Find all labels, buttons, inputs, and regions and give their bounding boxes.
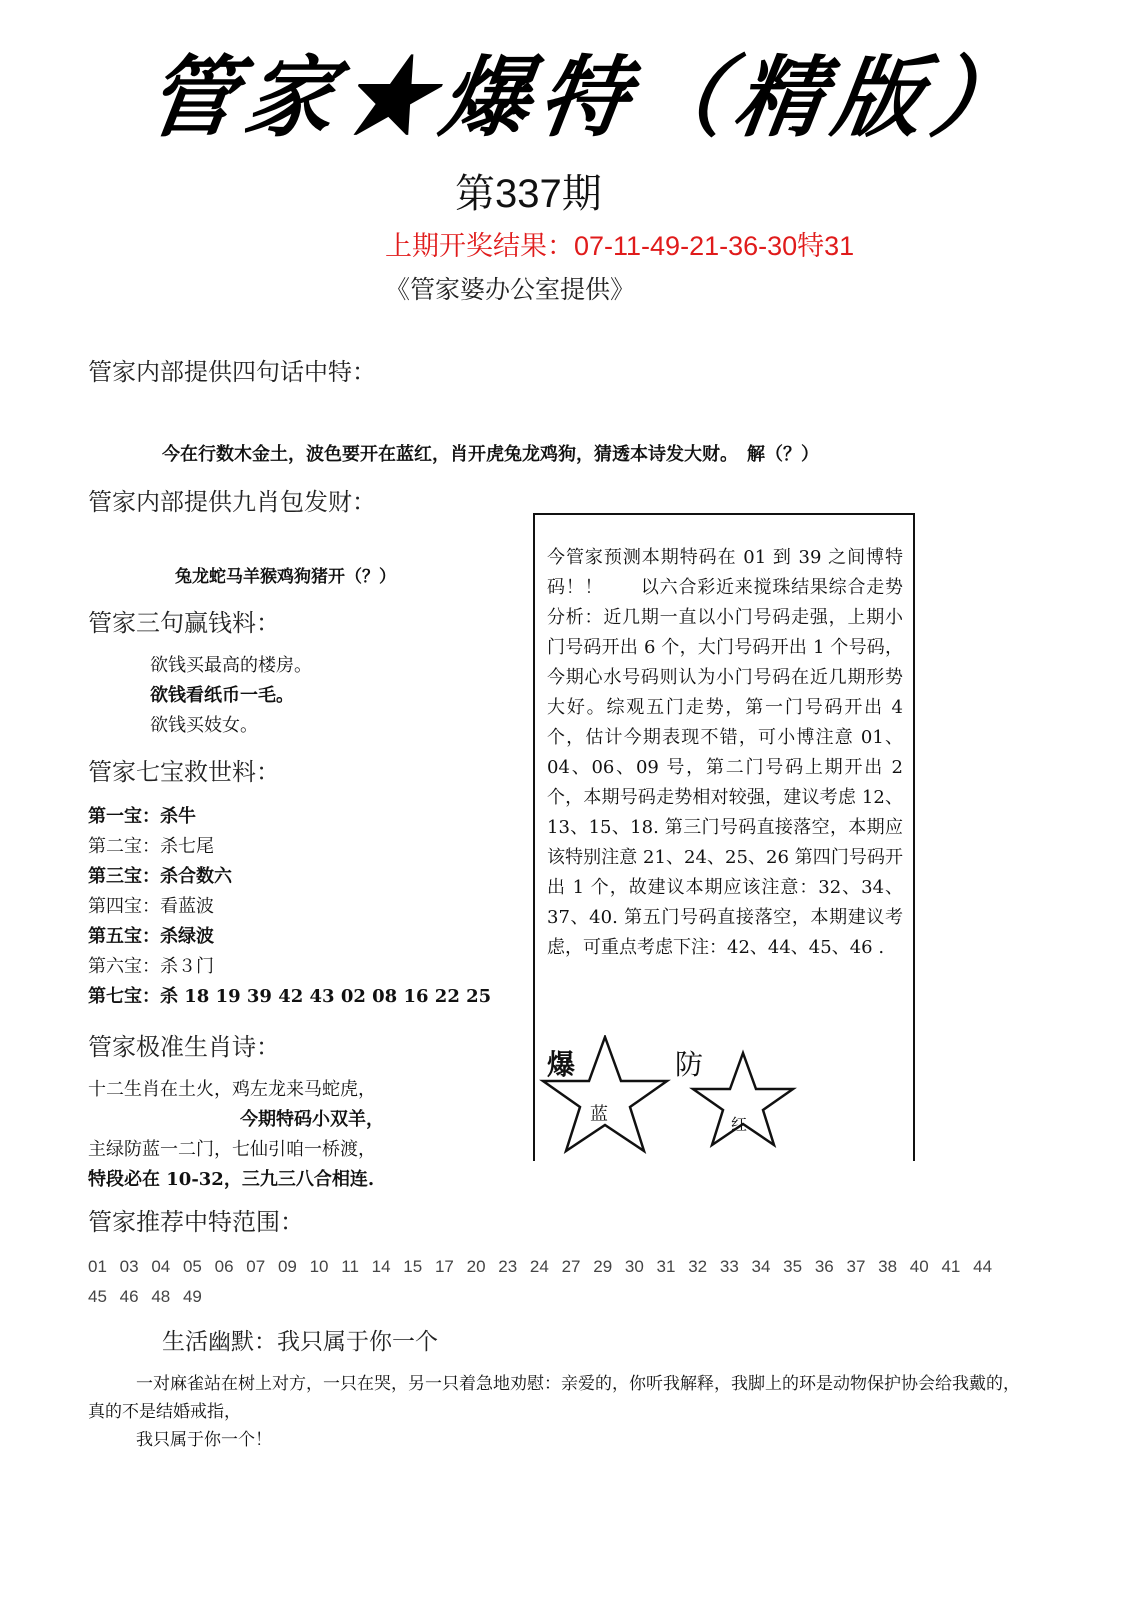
last-result: 上期开奖结果：07-11-49-21-36-30特31 xyxy=(385,231,855,261)
number-item: 23 xyxy=(498,1257,518,1276)
four-lines-text: 今在行数木金土，波色要开在蓝红，肖开虎兔龙鸡狗，猜透本诗发大财。 解（？） xyxy=(162,444,819,465)
label-fang: 防 xyxy=(675,1048,704,1081)
number-item: 38 xyxy=(878,1257,898,1276)
analysis-box xyxy=(533,513,915,1161)
humor-title: 生活幽默：我只属于你一个 xyxy=(162,1329,438,1355)
number-item: 49 xyxy=(182,1287,202,1306)
provider-line: 《管家婆办公室提供》 xyxy=(385,275,636,304)
number-item: 04 xyxy=(151,1257,171,1276)
number-item: 45 xyxy=(88,1287,107,1306)
nine-zodiac-text: 兔龙蛇马羊猴鸡狗猪开（？） xyxy=(175,567,396,587)
number-item: 48 xyxy=(151,1287,171,1306)
number-item: 33 xyxy=(719,1257,739,1276)
treasure-item: 第三宝：杀合数六 xyxy=(88,866,232,887)
section-heading-range: 管家推荐中特范围： xyxy=(88,1208,304,1236)
poem-line: 十二生肖在土火，鸡左龙来马蛇虎， xyxy=(88,1079,376,1100)
number-item: 31 xyxy=(656,1257,676,1276)
number-list xyxy=(88,1252,1028,1312)
number-item: 14 xyxy=(371,1257,391,1276)
number-item: 44 xyxy=(973,1257,993,1276)
number-item: 40 xyxy=(909,1257,929,1276)
section-heading-seven-treasures: 管家七宝救世料： xyxy=(88,758,280,786)
number-item: 37 xyxy=(846,1257,866,1276)
section-heading-nine-zodiac: 管家内部提供九肖包发财： xyxy=(88,488,376,516)
issue-number: 第337期 xyxy=(455,172,602,216)
section-heading-three-lines: 管家三句赢钱料： xyxy=(88,609,280,637)
number-item: 07 xyxy=(246,1257,266,1276)
poem-line: 主绿防蓝一二门，七仙引咱一桥渡， xyxy=(88,1139,376,1160)
number-item: 20 xyxy=(466,1257,486,1276)
number-item: 34 xyxy=(751,1257,771,1276)
number-item: 10 xyxy=(309,1257,329,1276)
treasure-item: 第四宝：看蓝波 xyxy=(88,896,214,917)
star-icon xyxy=(543,1037,667,1151)
treasure-item: 第二宝：杀七尾 xyxy=(88,836,214,857)
number-item: 32 xyxy=(688,1257,708,1276)
number-item: 41 xyxy=(941,1257,961,1276)
treasure-item: 第一宝：杀牛 xyxy=(88,806,196,827)
number-item: 01 xyxy=(88,1257,107,1276)
number-item: 03 xyxy=(119,1257,139,1276)
section-heading-zodiac-poem: 管家极准生肖诗： xyxy=(88,1033,280,1061)
three-lines-item: 欲钱买最高的楼房。 xyxy=(150,655,312,676)
page-title: 管家★爆特（精版） xyxy=(140,45,1038,149)
stars-graphic xyxy=(535,1035,805,1165)
number-item: 06 xyxy=(214,1257,234,1276)
number-item: 35 xyxy=(783,1257,803,1276)
analysis-text: 今管家预测本期特码在 01 到 39 之间博特码！！ 以六合彩近来搅珠结果综合走势分析：近几期一直以小门号码走强，上期小门号码开出 6 个，大门号码开出 1 个号码，今期心水号码则认为小门号码在近几期形势大好。综观五门走势，第一门号码开出 4 个，估计今期表现不错，可小博注意 01、04、06、09 号，第二门号码上期开出 2 个，本期号码走势相对较强，建议考虑 12、13、15、18. 第三门号码直接落空，本期应该特别注意 21、24、25、26 第四门号码开出 1 个，故建议本期应该注意：32、34、37、40. 第五门号码直接落空，本期建议考虑，可重点考虑下注：42、44、45、46 . xyxy=(547,547,903,958)
number-item: 24 xyxy=(529,1257,549,1276)
poem-line: 特段必在 10-32，三九三八合相连. xyxy=(88,1169,375,1190)
label-bao: 爆 xyxy=(547,1048,576,1081)
star-label-red: 红 xyxy=(731,1115,748,1134)
number-item: 17 xyxy=(434,1257,454,1276)
star-label-blue: 蓝 xyxy=(590,1104,608,1125)
treasure-item: 第五宝：杀绿波 xyxy=(88,926,214,947)
section-heading-four-lines: 管家内部提供四句话中特： xyxy=(88,358,376,386)
number-item: 27 xyxy=(561,1257,581,1276)
humor-body xyxy=(88,1370,1028,1454)
number-item: 09 xyxy=(277,1257,297,1276)
number-item: 11 xyxy=(341,1257,359,1276)
number-item: 30 xyxy=(624,1257,644,1276)
treasure-item: 第七宝：杀 18 19 39 42 43 02 08 16 22 25 xyxy=(88,986,492,1007)
number-item: 05 xyxy=(182,1257,202,1276)
humor-ending: 我只属于你一个！ xyxy=(136,1430,272,1450)
number-item: 29 xyxy=(593,1257,613,1276)
humor-paragraph: 一对麻雀站在树上对方，一只在哭，另一只着急地劝慰：亲爱的，你听我解释，我脚上的环是动物保护协会给我戴的，真的不是结婚戒指， xyxy=(88,1374,1020,1422)
three-lines-item: 欲钱看纸币一毛。 xyxy=(150,685,294,706)
number-item: 15 xyxy=(403,1257,423,1276)
poem-line: 今期特码小双羊， xyxy=(240,1109,384,1130)
number-item: 46 xyxy=(119,1287,139,1306)
three-lines-item: 欲钱买妓女。 xyxy=(150,715,258,736)
treasure-item: 第六宝：杀３门 xyxy=(88,956,214,977)
number-item: 36 xyxy=(814,1257,834,1276)
